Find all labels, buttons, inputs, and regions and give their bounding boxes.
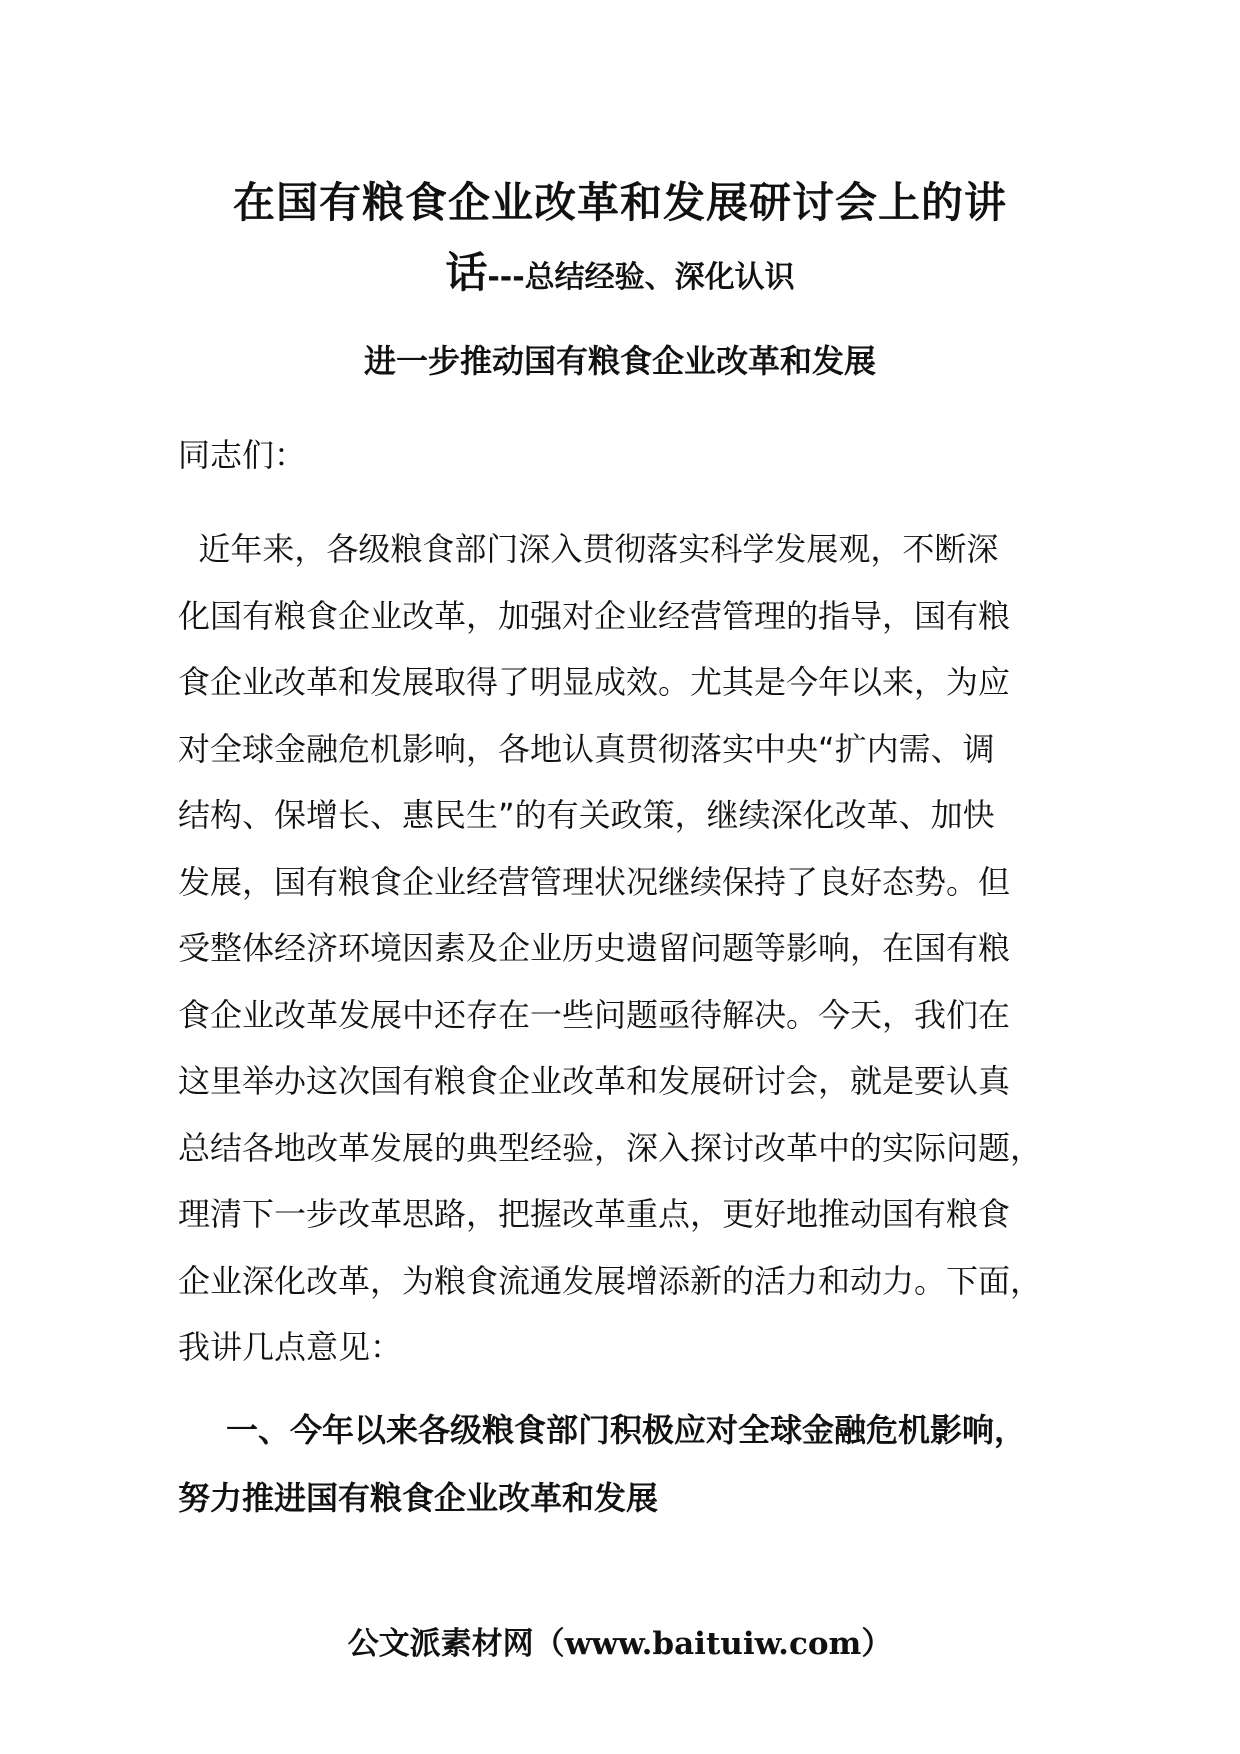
salutation: 同志们： — [178, 436, 307, 474]
footer-close-paren: ） — [861, 1626, 893, 1662]
body-line: 这里举办这次国有粮食企业改革和发展研讨会，就是要认真 — [178, 1062, 1011, 1100]
body-line: 食企业改革发展中还存在一些问题亟待解决。今天，我们在 — [178, 995, 1011, 1034]
footer-url: www.baituiw.com — [564, 1626, 862, 1662]
body-line: 对全球金融危机影响，各地认真贯彻落实中央“扩内需、调 — [178, 729, 995, 768]
body-paragraph — [178, 516, 1068, 1381]
document-title-line2 — [0, 240, 1240, 300]
body-line: 食企业改革和发展取得了明显成效。尤其是今年以来，为应 — [178, 663, 1011, 701]
body-line: 我讲几点意见： — [178, 1328, 403, 1366]
document-subtitle: 进一步推动国有粮食企业改革和发展 — [363, 342, 876, 380]
body-line: 结构、保增长、惠民生”的有关政策，继续深化改革、加快 — [178, 796, 995, 834]
section-heading-line: 一、今年以来各级粮食部门积极应对全球金融危机影响， — [226, 1411, 1027, 1449]
body-line: 企业深化改革，为粮食流通发展增添新的活力和动力。下面， — [178, 1261, 1043, 1300]
section-heading — [178, 1396, 1026, 1532]
document-title-line2-tail: ---总结经验、深化认识 — [487, 260, 795, 295]
body-line: 受整体经济环境因素及企业历史遗留问题等影响，在国有粮 — [178, 929, 1011, 967]
body-line: 理清下一步改革思路，把握改革重点，更好地推动国有粮食 — [178, 1195, 1011, 1233]
body-line: 化国有粮食企业改革，加强对企业经营管理的指导，国有粮 — [178, 596, 1011, 635]
body-line: 总结各地改革发展的典型经验，深入探讨改革中的实际问题， — [178, 1128, 1043, 1167]
body-line: 近年来，各级粮食部门深入贯彻落实科学发展观，不断深 — [178, 530, 999, 568]
body-line: 发展，国有粮食企业经营管理状况继续保持了良好态势。但 — [178, 862, 1011, 901]
document-title-line1: 在国有粮食企业改革和发展研讨会上的讲 — [232, 178, 1007, 227]
footer-site-name: 公文派素材网（ — [347, 1626, 565, 1662]
section-heading-line: 努力推进国有粮食企业改革和发展 — [178, 1479, 659, 1517]
footer-source — [0, 1618, 1240, 1663]
document-title-line2-main: 话 — [445, 248, 488, 297]
